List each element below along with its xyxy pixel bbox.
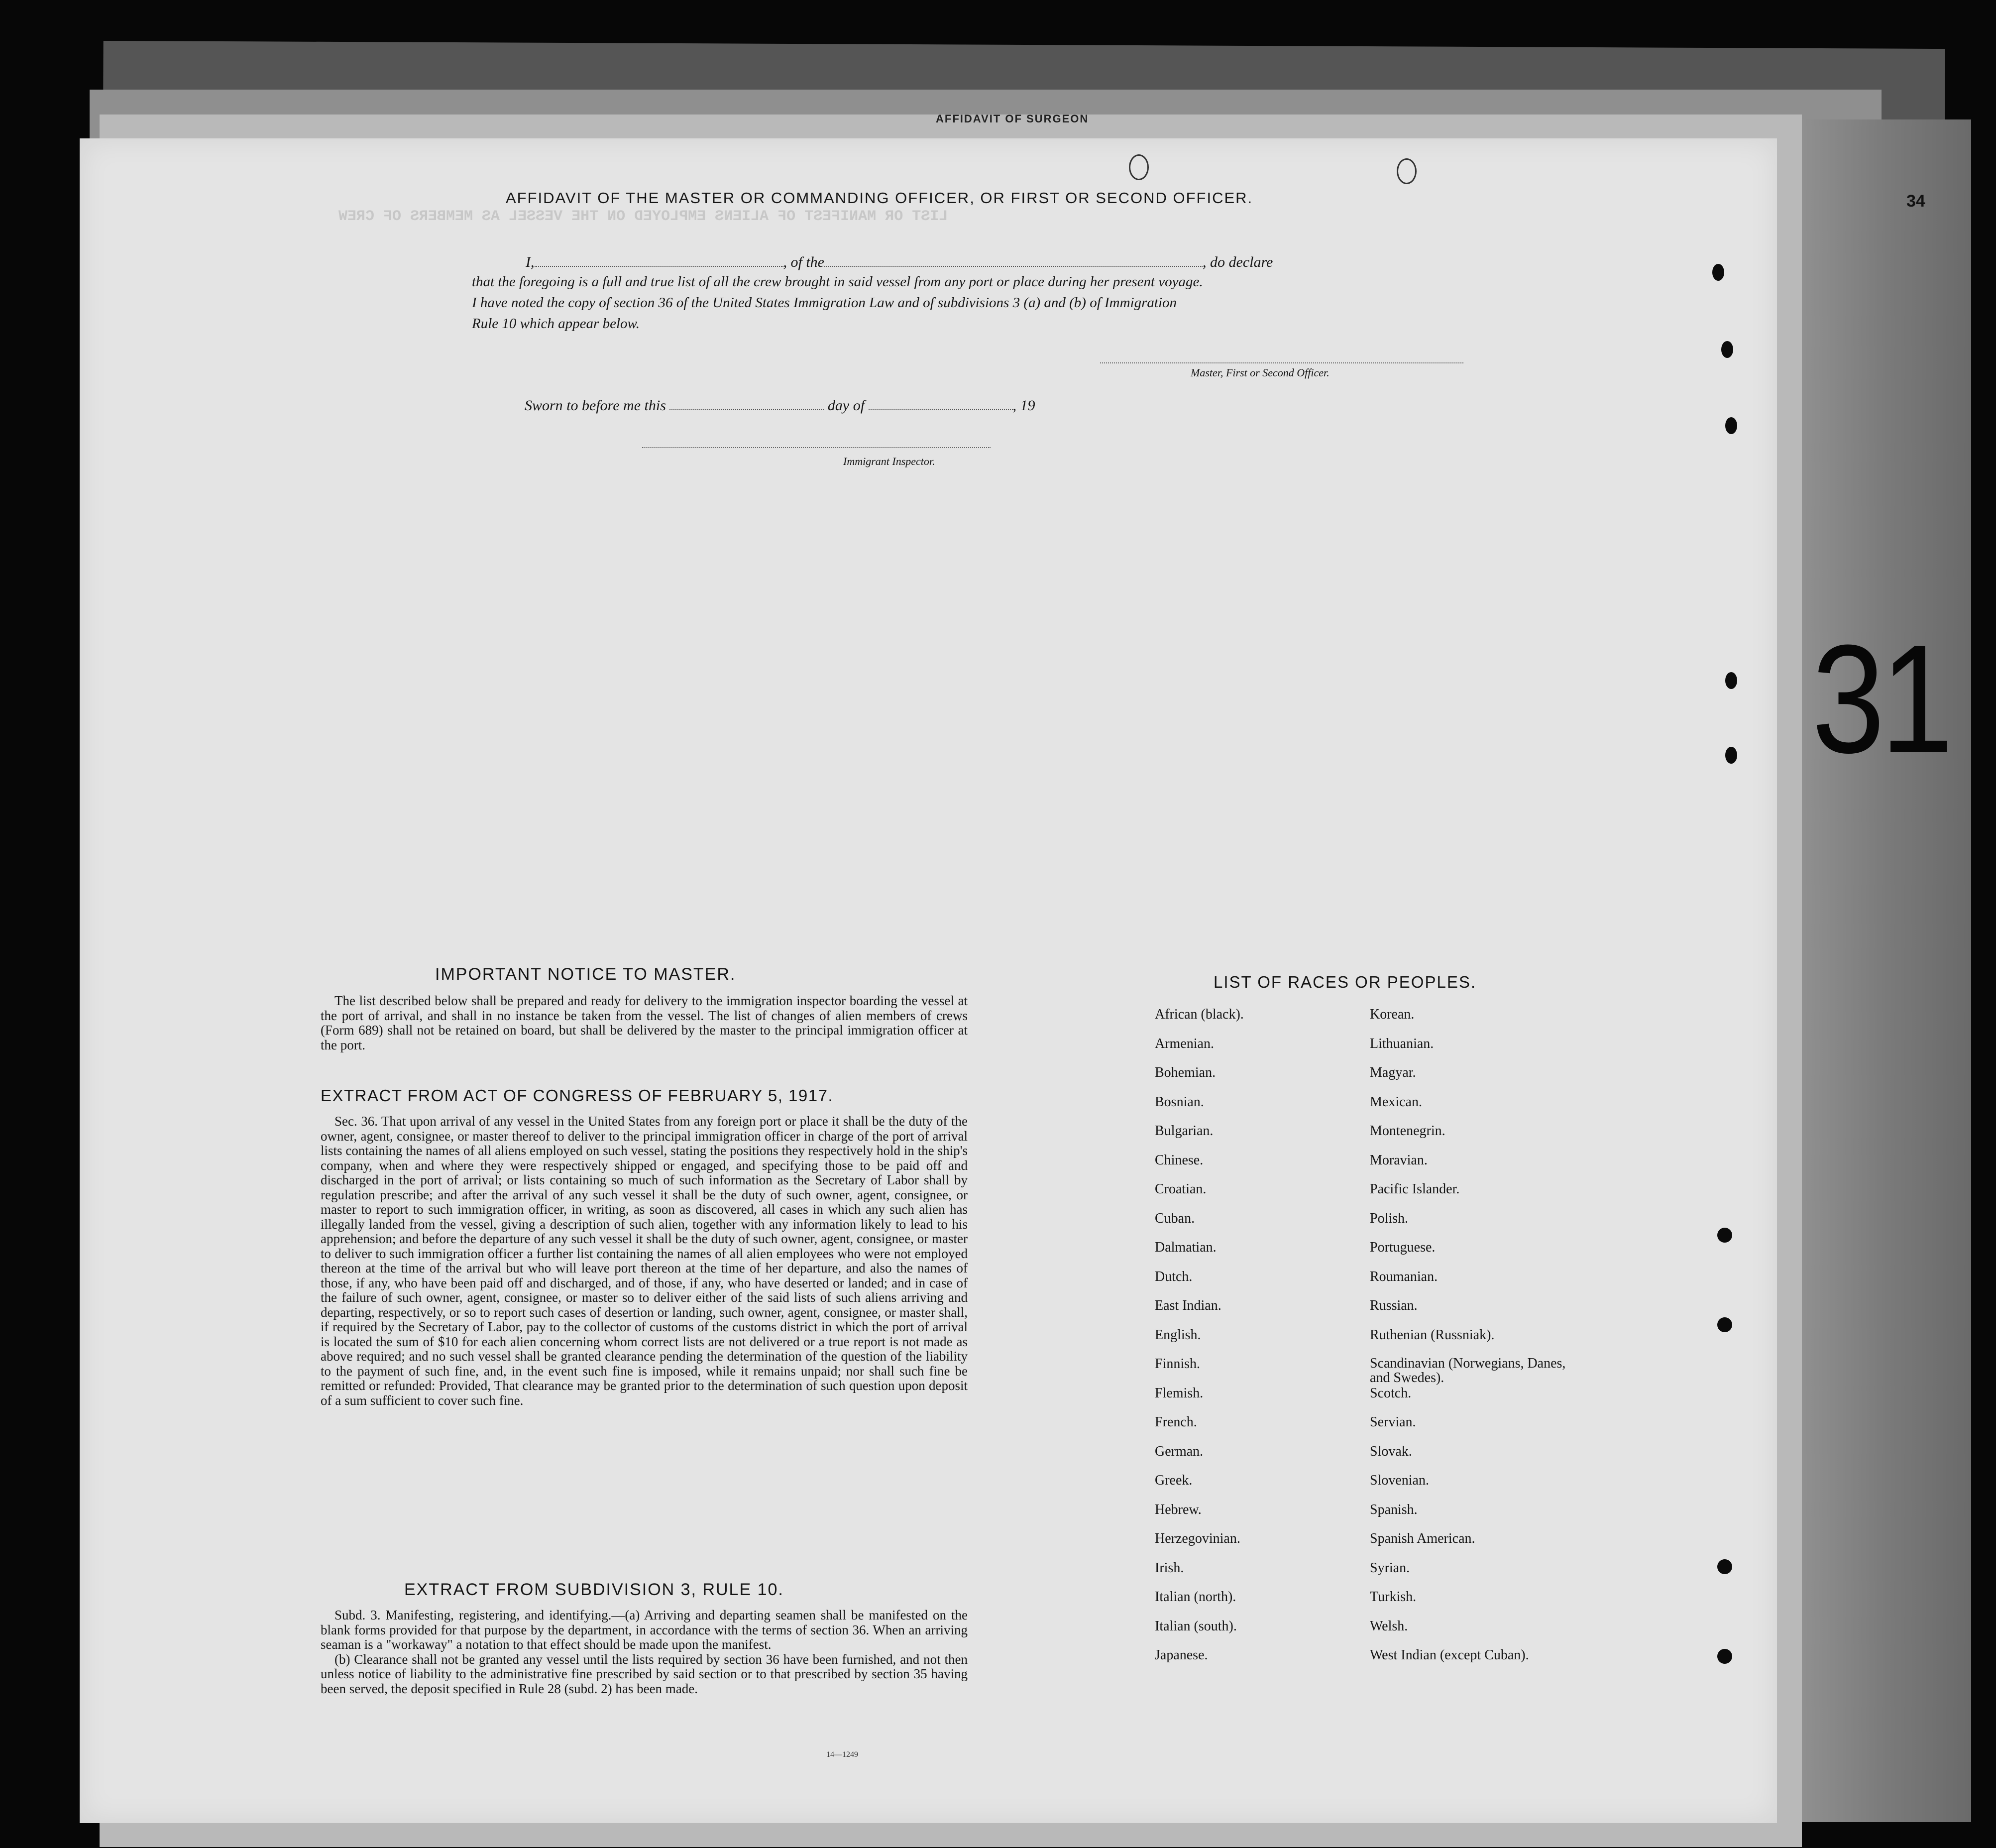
- race-item: Cuban.: [1155, 1210, 1195, 1226]
- race-item: Scandinavian (Norwegians, Danes, and Swedes).: [1370, 1356, 1566, 1386]
- affidavit-line-1: I, , of the , do declare: [526, 254, 1273, 270]
- race-item: Japanese.: [1155, 1647, 1208, 1663]
- race-item: Montenegrin.: [1370, 1123, 1445, 1139]
- race-item: Irish.: [1155, 1560, 1184, 1576]
- race-item: Spanish.: [1370, 1502, 1418, 1517]
- race-item: Greek.: [1155, 1473, 1193, 1488]
- races-title: LIST OF RACES OR PEOPLES.: [1214, 973, 1477, 991]
- race-item: Ruthenian (Russniak).: [1370, 1327, 1495, 1343]
- race-item: Dalmatian.: [1155, 1240, 1217, 1255]
- punch-hole: [1717, 1559, 1732, 1574]
- race-item: Slovenian.: [1370, 1473, 1429, 1488]
- extract-rule-title: EXTRACT FROM SUBDIVISION 3, RULE 10.: [404, 1580, 784, 1599]
- race-item: Spanish American.: [1370, 1531, 1475, 1546]
- punch-hole: [1717, 1317, 1732, 1332]
- extract-act-title: EXTRACT FROM ACT OF CONGRESS OF FEBRUARY 5, 1917.: [321, 1086, 834, 1105]
- affidavit-title: AFFIDAVIT OF THE MASTER OR COMMANDING OFFICER, OR FIRST OR SECOND OFFICER.: [506, 189, 1253, 207]
- race-item: Croatian.: [1155, 1181, 1207, 1197]
- race-item: Flemish.: [1155, 1385, 1204, 1401]
- race-item: Bosnian.: [1155, 1094, 1204, 1110]
- race-item: Roumanian.: [1370, 1269, 1438, 1284]
- race-item: Bulgarian.: [1155, 1123, 1214, 1139]
- race-item: English.: [1155, 1327, 1201, 1343]
- punch-hole: [1725, 672, 1737, 689]
- race-item: Korean.: [1370, 1007, 1415, 1022]
- punch-hole: [1717, 1649, 1732, 1664]
- race-item: Russian.: [1370, 1298, 1418, 1313]
- race-item: Pacific Islander.: [1370, 1181, 1460, 1197]
- notice-title: IMPORTANT NOTICE TO MASTER.: [435, 965, 736, 984]
- extract-rule-text: Subd. 3. Manifesting, registering, and identifying.—(a) Arriving and departing seamen shall be manifested on the blank forms provided for that purpose by the department, in accordance with the terms of section 36. When an arriving seaman is a "workaway" a notation to that effect should be made upon the manifest. (b) Clearance shall not be granted any vessel until the lists required by section 36 have been furnished, and not then unless notice of liability to the administrative fine prescribed by said section or to that prescribed by section 35 having been served, the deposit specified in Rule 28 (subd. 2) has been made.: [321, 1608, 968, 1696]
- race-item: Portuguese.: [1370, 1240, 1436, 1255]
- punch-hole: [1712, 264, 1724, 281]
- races-column-1: [1155, 1007, 1244, 1677]
- handwritten-number: 31: [1812, 612, 1950, 785]
- affidavit-line-4: Rule 10 which appear below.: [472, 316, 640, 332]
- affidavit-line-2: that the foregoing is a full and true list of all the crew brought in said vessel from any port or place during her present voyage.: [472, 274, 1203, 290]
- sworn-line: Sworn to before me this day of , 19: [525, 397, 1035, 414]
- notice-text: The list described below shall be prepared and ready for delivery to the immigration inspector boarding the vessel at the port of arrival, and shall in no instance be taken from the vessel. The list of changes of alien members of crews (Form 689) shall not be retained on board, but shall be delivered by the master to the principal immigration officer at the port.: [321, 993, 968, 1052]
- master-signature-line: [1100, 362, 1463, 363]
- punch-hole: [1725, 747, 1737, 764]
- race-item: Syrian.: [1370, 1560, 1410, 1576]
- race-item: East Indian.: [1155, 1298, 1221, 1313]
- race-item: Chinese.: [1155, 1152, 1204, 1168]
- form-code: 14—1249: [826, 1750, 858, 1759]
- punch-ring: [1129, 154, 1149, 180]
- signature-label: Master, First or Second Officer.: [1191, 366, 1330, 379]
- inspector-signature-line: [642, 447, 991, 448]
- punch-hole: [1725, 417, 1737, 434]
- punch-hole: [1721, 341, 1733, 358]
- race-item: Magyar.: [1370, 1065, 1416, 1080]
- race-item: Lithuanian.: [1370, 1036, 1434, 1051]
- surgeon-affidavit-strip: AFFIDAVIT OF SURGEON: [936, 113, 1089, 125]
- punch-hole: [1717, 1228, 1732, 1243]
- race-item: French.: [1155, 1414, 1197, 1430]
- race-item: Servian.: [1370, 1414, 1416, 1430]
- race-item: German.: [1155, 1443, 1204, 1459]
- race-item: Hebrew.: [1155, 1502, 1202, 1517]
- inspector-label: Immigrant Inspector.: [843, 455, 935, 467]
- race-item: Bohemian.: [1155, 1065, 1216, 1080]
- race-item: Mexican.: [1370, 1094, 1422, 1110]
- page-number: 34: [1906, 192, 1925, 211]
- race-item: Dutch.: [1155, 1269, 1193, 1284]
- race-item: Welsh.: [1370, 1618, 1408, 1634]
- race-item: Slovak.: [1370, 1443, 1412, 1459]
- affidavit-line-3: I have noted the copy of section 36 of the United States Immigration Law and of subdivisions 3 (a) and (b) of Immigration: [472, 295, 1177, 311]
- race-item: Turkish.: [1370, 1589, 1417, 1605]
- race-item: Scotch.: [1370, 1385, 1412, 1401]
- race-item: Herzegovinian.: [1155, 1531, 1240, 1546]
- race-item: Moravian.: [1370, 1152, 1428, 1168]
- race-item: Armenian.: [1155, 1036, 1214, 1051]
- bleed-through: LIST OR MANIFEST OF ALIENS EMPLOYED ON THE VESSEL AS MEMBERS OF CREW: [338, 208, 948, 225]
- race-item: Polish.: [1370, 1210, 1409, 1226]
- punch-ring: [1397, 158, 1417, 184]
- race-item: West Indian (except Cuban).: [1370, 1647, 1529, 1663]
- race-item: Italian (north).: [1155, 1589, 1236, 1605]
- extract-act-text: Sec. 36. That upon arrival of any vessel in the United States from any foreign port or place it shall be the duty of the owner, agent, consignee, or master thereof to deliver to the principal immigration officer in charge of the port of arrival lists containing the names of all aliens employed on such vessel, stating the positions they respectively hold in the ship's company, when and where they were respectively shipped or engaged, and specifying those to be paid off and discharged in the port of arrival; or lists containing so much of such information as the Secretary of Labor shall by regulation prescribe; and after the arrival of any such vessel it shall be the duty of such owner, agent, consignee, or master to report to such immigration officer, in writing, as soon as discovered, all cases in which any such alien has illegally landed from the vessel, giving a description of such alien, together with any information likely to lead to his apprehension; and before the departure of any such vessel it shall be the duty of such owner, agent, consignee, or master to deliver to such immigration officer a further list containing the names of all alien employees who were not employed thereon at the time of the arrival but who will leave port thereon at the time of her departure, and also the names of those, if any, who have been paid off and discharged, and of those, if any, who have deserted or landed; and in case of the failure of such owner, agent, consignee, or master so to deliver either of the said lists of such aliens arriving and departing, respectively, or so to report such cases of desertion or landing, such owner, agent, consignee, or master shall, if required by the Secretary of Labor, pay to the collector of customs of the customs district in which the port of arrival is located the sum of $10 for each alien concerning whom correct lists are not delivered or a true report is not made as above required; and no such vessel shall be granted clearance pending the determination of the question of the liability to the payment of such fine, and, in the event such fine is imposed, while it remains unpaid; nor shall such fine be remitted or refunded: Provided, That clearance may be granted prior to the determination of such question upon deposit of a sum sufficient to cover such fine.: [321, 1114, 968, 1408]
- race-item: Italian (south).: [1155, 1618, 1237, 1634]
- race-item: Finnish.: [1155, 1356, 1201, 1372]
- race-item: African (black).: [1155, 1007, 1244, 1022]
- affidavit-page: [80, 138, 1777, 1823]
- races-column-2: [1370, 1007, 1579, 1677]
